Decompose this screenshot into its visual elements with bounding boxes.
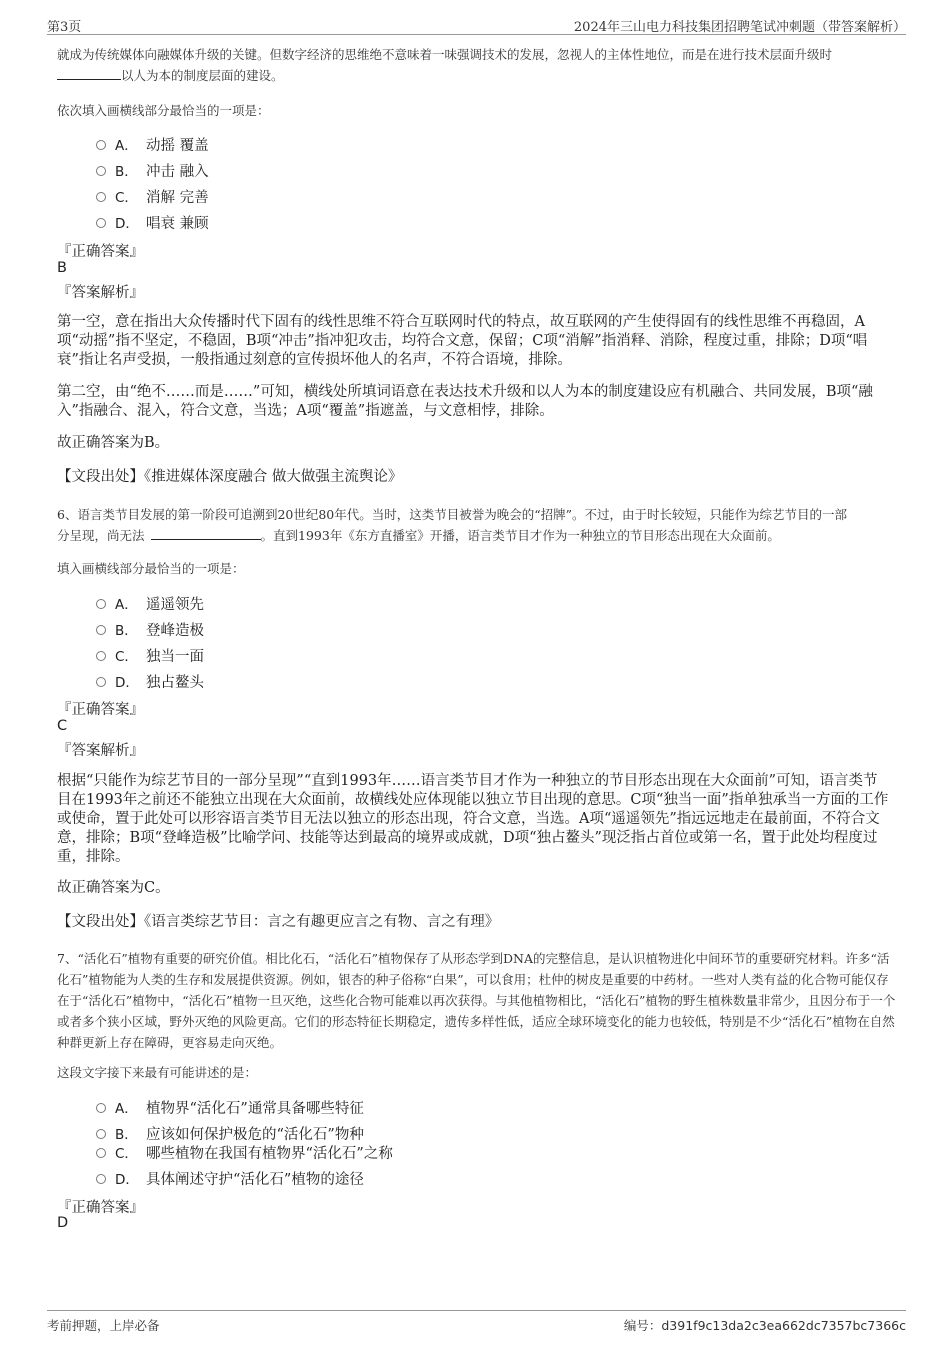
radio-icon[interactable] (96, 599, 106, 609)
q7-prompt: 这段文字接下来最有可能讲述的是： (57, 1065, 258, 1080)
q5-analysis-p2: 第二空，由“绝不……而是……”可知，横线处所填词语意在表达技术升级和以人为本的制度建设应有机融合、共同发展，B项“融入”指融合、混入，符合文意，当选；A项“覆盖”指遮盖，与文意相悖，排除。 (57, 384, 873, 419)
radio-icon[interactable] (96, 625, 106, 635)
q6-source: 【文段出处】《语言类综艺节目：言之有趣更应言之有物、言之有理》 (57, 914, 500, 930)
fill-blank (151, 526, 261, 540)
radio-icon[interactable] (96, 1148, 106, 1158)
q7-option-b[interactable]: B． 应该如何保护极危的“活化石”物种 (96, 1123, 364, 1145)
footer-slogan: 考前押题，上岸必备 (47, 1318, 160, 1333)
q6-option-c[interactable]: C． 独当一面 (96, 645, 204, 667)
q7-answer: D (57, 1215, 69, 1231)
q7-stem: 7、“活化石”植物有重要的研究价值。相比化石，“活化石”植物保存了从形态学到DNA的完整信息，是认识植物进化中间环节的重要研究材料。许多“活化石”植物能为人类的生存和发展提供资源。例如，银杏的种子俗称“白果”，可以食用；杜仲的树皮是重要的中药材。一些对人类有益的化合物可能仅存在于“活化石”植物中，“活化石”植物一旦灭绝，这些化合物可能难以再次获得。与其他植物相比，“活化石”植物的野生植株数量非常少，且因分布于一个或者多个狭小区域，野外灭绝的风险更高。它们的形态特征长期稳定，遗传多样性低，适应全球环境变化的能力也较低，特别是不少“活化石”植物在自然种群更新上存在障碍，更容易走向灭绝。 (57, 951, 896, 1050)
footer-code: d391f9c13da2c3ea662dc7357bc7366c (661, 1318, 906, 1333)
document-title: 2024年三山电力科技集团招聘笔试冲刺题（带答案解析） (573, 20, 906, 35)
q7-option-c[interactable]: C． 哪些植物在我国有植物界“活化石”之称 (96, 1142, 393, 1164)
q5-context-line2: 以人为本的制度层面的建设。 (57, 65, 907, 86)
q6-prompt: 填入画横线部分最恰当的一项是： (57, 561, 245, 576)
q6-answer-label: 『正确答案』 (57, 702, 144, 718)
q5-answer-label: 『正确答案』 (57, 244, 144, 260)
q5-analysis-p1: 第一空，意在指出大众传播时代下固有的线性思维不符合互联网时代的特点，故互联网的产生使得固有的线性思维不再稳固，A项“动摇”指不坚定，不稳固，B项“冲击”指冲犯攻击，均符合文意，保留；C项“消解”指消释、消除，程度过重，排除；D项“唱衰”指让名声受损，一般指通过刻意的宣传损坏他人的名声，不符合语境，排除。 (57, 314, 868, 368)
q7-option-d[interactable]: D． 具体阐述守护“活化石”植物的途径 (96, 1168, 364, 1190)
q7-answer-label: 『正确答案』 (57, 1200, 144, 1216)
q5-source: 【文段出处】《推进媒体深度融合 做大做强主流舆论》 (57, 469, 403, 485)
q6-stem-line2: 分呈现，尚无法 。直到1993年《东方直播室》开播，语言类节目才作为一种独立的节目形态出现在大众面前。 (57, 528, 780, 543)
radio-icon[interactable] (96, 651, 106, 661)
footer-code-label: 编号： (623, 1318, 662, 1333)
page-number: 第3页 (47, 20, 82, 35)
q6-option-b[interactable]: B． 登峰造极 (96, 619, 204, 641)
q6-stem (57, 504, 907, 546)
radio-icon[interactable] (96, 192, 106, 202)
q5-option-c[interactable]: C． 消解 完善 (96, 186, 209, 208)
radio-icon[interactable] (96, 166, 106, 176)
q5-option-d[interactable]: D． 唱衰 兼顾 (96, 212, 209, 234)
page-footer (47, 1310, 906, 1337)
fill-blank (57, 66, 121, 80)
q5-context-line1: 就成为传统媒体向融媒体升级的关键。但数字经济的思维绝不意味着一味强调技术的发展，忽视人的主体性地位，而是在进行技术层面升级时 (57, 47, 833, 62)
q6-answer: C (57, 718, 68, 734)
page-header (47, 14, 906, 35)
radio-icon[interactable] (96, 1129, 106, 1139)
q6-analysis-p1: 根据“只能作为综艺节目的一部分呈现”“直到1993年……语言类节目才作为一种独立的节目形态出现在大众面前”可知，语言类节目在1993年之前还不能独立出现在大众面前，故横线处应体现能以独立节目出现的意思。C项“独当一面”指单独承当一方面的工作或使命，置于此处可以形容语言类节目无法以独立的形态出现，符合文意，当选。A项“遥遥领先”指远远地走在最前面，不符合文意，排除；B项“登峰造极”比喻学问、技能等达到最高的境界或成就，D项“独占鳌头”现泛指占首位或第一名，置于此处均程度过重，排除。 (57, 773, 889, 865)
radio-icon[interactable] (96, 677, 106, 687)
q5-context (57, 44, 907, 86)
q5-conclusion: 故正确答案为B。 (57, 435, 170, 451)
radio-icon[interactable] (96, 1103, 106, 1113)
q5-analysis-label: 『答案解析』 (57, 285, 144, 301)
q6-stem-line1: 6、语言类节目发展的第一阶段可追溯到20世纪80年代。当时，这类节目被誉为晚会的“招牌”。不过，由于时长较短，只能作为综艺节目的一部 (57, 507, 848, 522)
q5-option-b[interactable]: B． 冲击 融入 (96, 160, 209, 182)
footer-serial (624, 1316, 906, 1334)
radio-icon[interactable] (96, 140, 106, 150)
q6-conclusion: 故正确答案为C。 (57, 880, 170, 896)
radio-icon[interactable] (96, 1174, 106, 1184)
q5-answer: B (57, 260, 67, 276)
q6-option-d[interactable]: D． 独占鳌头 (96, 671, 204, 693)
q5-option-a[interactable]: A． 动摇 覆盖 (96, 134, 209, 156)
q6-analysis-label: 『答案解析』 (57, 743, 144, 759)
q7-option-a[interactable]: A． 植物界“活化石”通常具备哪些特征 (96, 1097, 364, 1119)
radio-icon[interactable] (96, 218, 106, 228)
q5-prompt: 依次填入画横线部分最恰当的一项是： (57, 103, 270, 118)
q6-option-a[interactable]: A． 遥遥领先 (96, 593, 204, 615)
